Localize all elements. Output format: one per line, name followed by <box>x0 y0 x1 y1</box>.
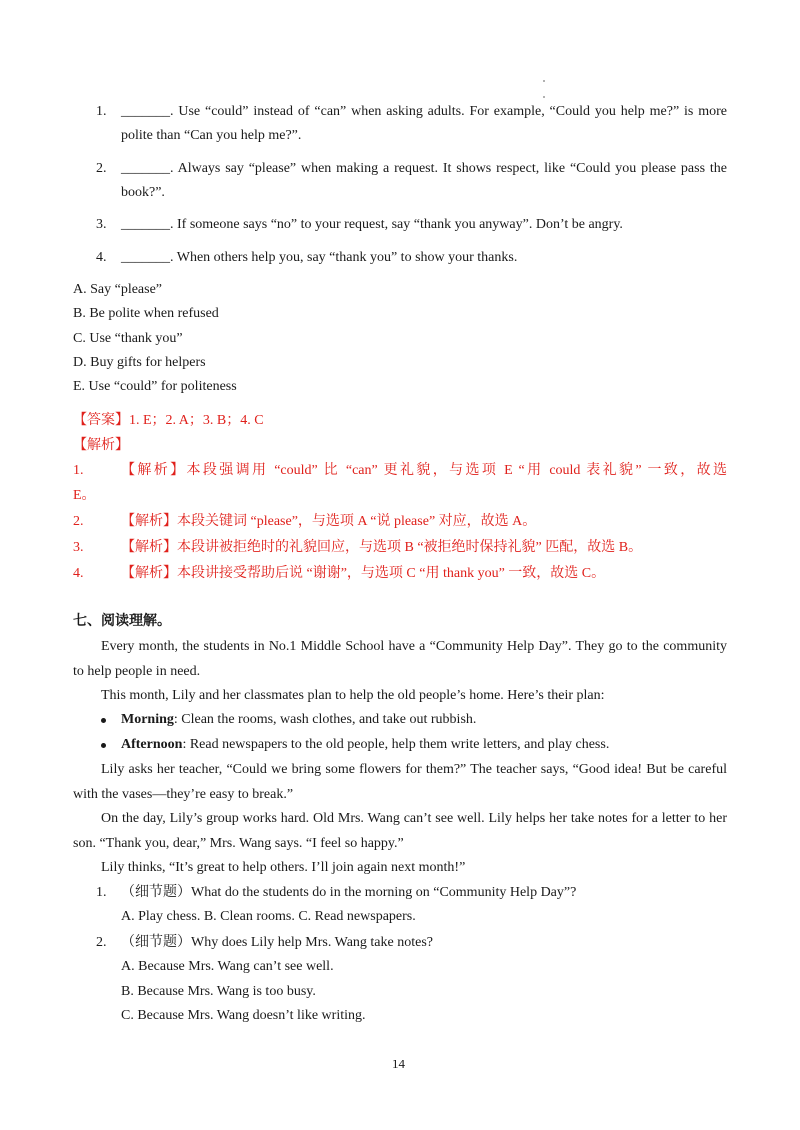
item-number: 1. <box>96 104 107 119</box>
bullet-content: : Read newspapers to the old people, help them write letters, and play chess. <box>182 737 610 752</box>
speck <box>543 96 545 98</box>
item-text: _______. If someone says “no” to your request, say “thank you anyway”. Don’t be angry. <box>121 217 623 232</box>
analysis-number: 4. <box>73 566 84 581</box>
analysis-text: 【解析】本段关键词 “please”，与选项 A “说 please” 对应，故选 A。 <box>121 514 537 529</box>
analysis-number: 1. <box>73 463 84 478</box>
item-text: _______. Use “could” instead of “can” when asking adults. For example, “Could you help me?” is more <box>121 104 727 119</box>
bullet-dot <box>101 743 106 748</box>
question-option: B. Because Mrs. Wang is too busy. <box>121 984 316 999</box>
option-d: D. Buy gifts for helpers <box>73 355 206 370</box>
bullet-content: : Clean the rooms, wash clothes, and take out rubbish. <box>173 712 477 727</box>
item-number: 3. <box>96 217 107 232</box>
bullet-text <box>121 736 609 754</box>
paragraph: to help people in need. <box>73 664 201 679</box>
paragraph: son. “Thank you, dear,” Mrs. Wang says. “I feel so happy.” <box>73 836 404 851</box>
page-number: 14 <box>392 1060 405 1068</box>
option-c: C. Use “thank you” <box>73 331 183 346</box>
speck <box>543 80 545 82</box>
question-number: 1. <box>96 885 107 900</box>
analysis-text: 【解析】本段强调用 “could” 比 “can” 更礼貌，与选项 E “用 could 表礼貌” 一致，故选 <box>121 463 727 478</box>
paragraph: On the day, Lily’s group works hard. Old Mrs. Wang can’t see well. Lily helps her take notes for a letter to her <box>101 811 727 826</box>
item-number: 2. <box>96 161 107 176</box>
item-text: polite than “Can you help me?”. <box>121 128 302 143</box>
item-text: _______. Always say “please” when making a request. It shows respect, like “Could you please pass the <box>121 161 727 176</box>
bullet-text <box>121 711 476 729</box>
analysis-text: 【解析】本段讲被拒绝时的礼貌回应，与选项 B “被拒绝时保持礼貌” 匹配，故选 B。 <box>121 540 643 555</box>
analysis-text: 【解析】本段讲接受帮助后说 “谢谢”，与选项 C “用 thank you” 一致，故选 C。 <box>121 566 606 581</box>
item-number: 4. <box>96 250 107 265</box>
question-option: C. Because Mrs. Wang doesn’t like writing. <box>121 1008 366 1023</box>
paragraph: Every month, the students in No.1 Middle School have a “Community Help Day”. They go to the community <box>101 639 727 654</box>
analysis-text: E。 <box>73 488 96 503</box>
question-options: A. Play chess. B. Clean rooms. C. Read newspapers. <box>121 909 416 924</box>
question-text: （细节题）Why does Lily help Mrs. Wang take notes? <box>121 935 434 950</box>
bullet-label: Afternoon <box>121 737 183 752</box>
paragraph: This month, Lily and her classmates plan to help the old people’s home. Here’s their plan: <box>101 688 605 703</box>
analysis-number: 3. <box>73 540 84 555</box>
analysis-number: 2. <box>73 514 84 529</box>
page-number-clip <box>0 1060 800 1068</box>
answer-line: 【答案】1. E；2. A；3. B；4. C <box>73 413 264 428</box>
paragraph: with the vases—they’re easy to break.” <box>73 787 294 802</box>
paragraph: Lily asks her teacher, “Could we bring some flowers for them?” The teacher says, “Good idea! But be careful <box>101 762 727 777</box>
question-text: （细节题）What do the students do in the morning on “Community Help Day”? <box>121 885 577 900</box>
section-title: 七、阅读理解。 <box>73 614 171 629</box>
option-a: A. Say “please” <box>73 282 163 297</box>
item-text: _______. When others help you, say “thank you” to show your thanks. <box>121 250 518 265</box>
paragraph: Lily thinks, “It’s great to help others. I’ll join again next month!” <box>101 860 466 875</box>
bullet-label: Morning <box>121 712 174 727</box>
question-number: 2. <box>96 935 107 950</box>
question-option: A. Because Mrs. Wang can’t see well. <box>121 959 334 974</box>
item-text: book?”. <box>121 185 165 200</box>
option-b: B. Be polite when refused <box>73 306 219 321</box>
option-e: E. Use “could” for politeness <box>73 379 237 394</box>
analysis-heading: 【解析】 <box>73 438 129 453</box>
bullet-dot <box>101 718 106 723</box>
